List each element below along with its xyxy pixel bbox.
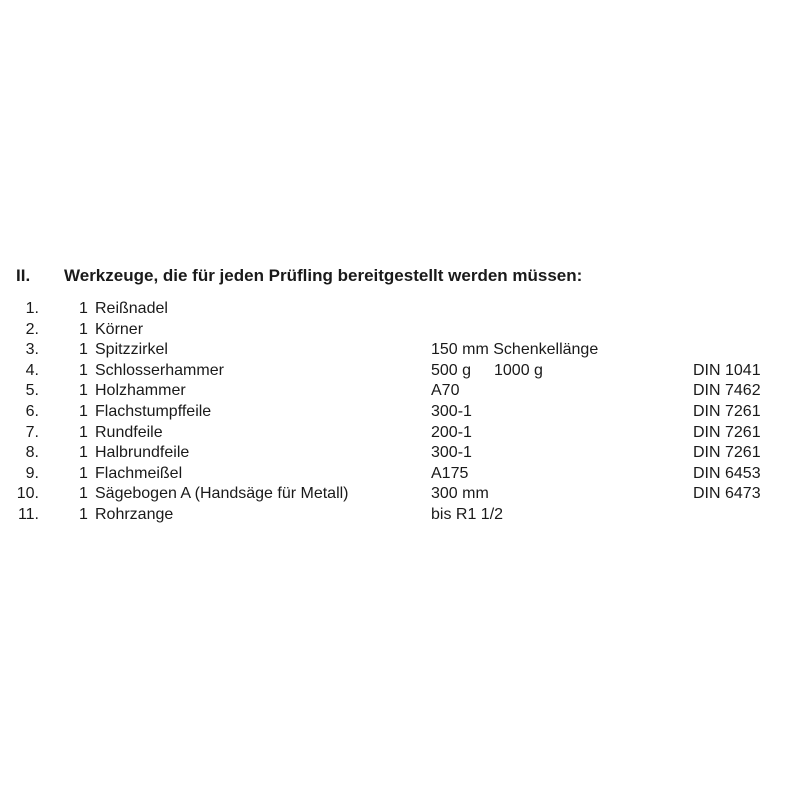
item-name: Schlosserhammer — [95, 361, 224, 379]
item-spec: 200-1 — [431, 423, 472, 441]
item-norm: DIN 7261 — [693, 444, 761, 462]
item-spec: bis R1 1/2 — [431, 505, 504, 523]
item-quantity: 1 — [79, 485, 88, 503]
item-name: Flachmeißel — [95, 464, 183, 482]
item-quantity: 1 — [79, 320, 88, 338]
section-number: II. — [16, 266, 31, 285]
list-item — [0, 340, 800, 361]
item-spec: 500 g — [431, 361, 472, 379]
list-item — [0, 320, 800, 341]
item-number: 1. — [25, 300, 39, 317]
list-item — [0, 464, 800, 485]
list-item — [0, 299, 800, 320]
item-spec: 300-1 — [431, 402, 472, 420]
item-number: 9. — [25, 464, 39, 482]
item-number: 2. — [25, 320, 39, 338]
item-spec: A175 — [431, 464, 469, 482]
item-spec-alt: 1000 g — [494, 361, 543, 379]
item-name: Rohrzange — [95, 505, 174, 523]
list-item — [0, 381, 800, 402]
list-item — [0, 443, 800, 464]
item-quantity: 1 — [79, 300, 88, 317]
item-quantity: 1 — [79, 505, 88, 523]
item-name: Körner — [95, 320, 144, 338]
item-name: Halbrundfeile — [95, 444, 190, 462]
item-spec: 150 mm Schenkellänge — [431, 341, 599, 359]
list-item — [0, 484, 800, 505]
item-name: Spitzzirkel — [95, 341, 168, 359]
list-item — [0, 402, 800, 423]
item-name: Flachstumpffeile — [95, 402, 212, 420]
item-number: 6. — [25, 402, 39, 420]
section-heading — [0, 266, 800, 290]
item-number: 3. — [25, 341, 39, 359]
item-norm: DIN 7462 — [693, 382, 761, 400]
item-norm: DIN 6453 — [693, 464, 761, 482]
item-number: 10. — [16, 485, 39, 503]
tool-list — [0, 299, 800, 526]
list-item — [0, 505, 800, 526]
item-name: Rundfeile — [95, 423, 163, 441]
item-spec: 300-1 — [431, 444, 472, 462]
list-item — [0, 361, 800, 382]
item-number: 5. — [25, 382, 39, 400]
item-norm: DIN 1041 — [693, 361, 761, 379]
item-norm: DIN 6473 — [693, 485, 761, 503]
item-quantity: 1 — [79, 402, 88, 420]
item-number: 11. — [17, 505, 39, 523]
item-number: 4. — [25, 361, 39, 379]
item-quantity: 1 — [79, 361, 88, 379]
item-name: Sägebogen A (Handsäge für Metall) — [95, 485, 349, 503]
item-quantity: 1 — [79, 382, 88, 400]
item-spec: 300 mm — [431, 485, 489, 503]
item-quantity: 1 — [79, 464, 88, 482]
item-quantity: 1 — [79, 341, 88, 359]
item-spec: A70 — [431, 382, 460, 400]
item-norm: DIN 7261 — [693, 423, 761, 441]
item-number: 7. — [25, 423, 39, 441]
item-quantity: 1 — [79, 423, 88, 441]
item-name: Reißnadel — [95, 300, 168, 317]
item-name: Holzhammer — [95, 382, 186, 400]
item-norm: DIN 7261 — [693, 402, 761, 420]
list-item — [0, 423, 800, 444]
section-title: Werkzeuge, die für jeden Prüfling bereitgestellt werden müssen: — [64, 266, 583, 285]
item-number: 8. — [25, 444, 39, 462]
item-quantity: 1 — [79, 444, 88, 462]
